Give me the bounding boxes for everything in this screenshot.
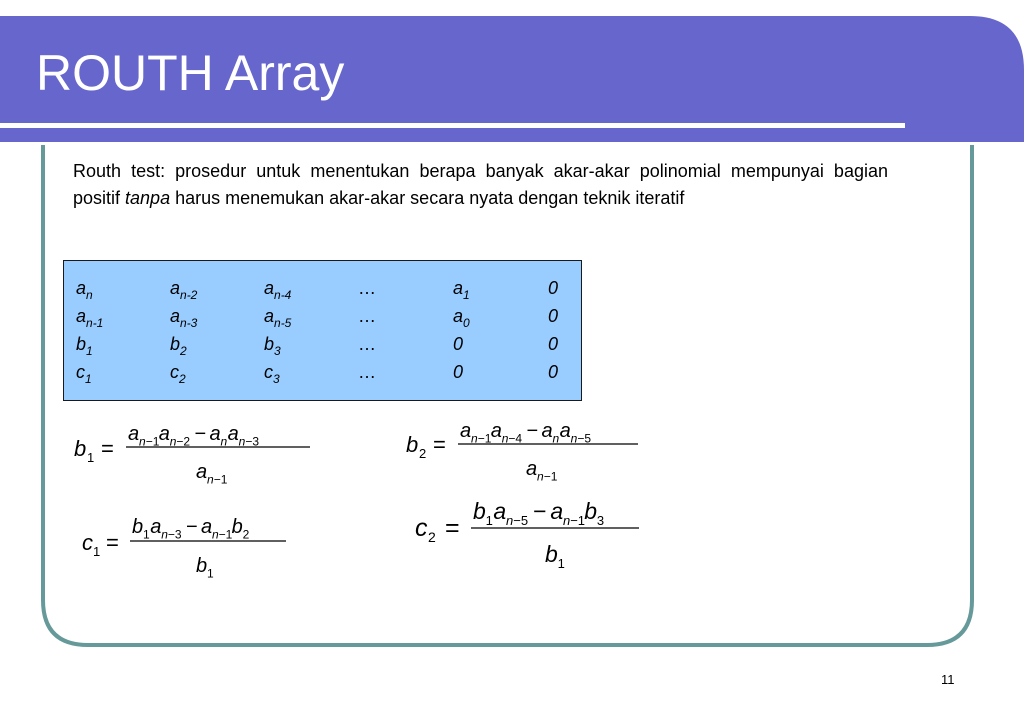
routh-cell-base: 0 [548,334,559,354]
routh-cell-r2-c5 [453,305,470,329]
routh-cell-r3-c4 [358,333,376,355]
routh-cell-subscript: 1 [463,288,470,302]
formula-c1-lhs [82,530,119,559]
routh-cell-r3-c5 [453,333,463,355]
routh-cell-r1-c3 [264,277,291,301]
formula-b1 [60,410,330,490]
variable-a: a [559,420,571,442]
formula-b1-denominator [196,461,228,486]
variable-a: a [493,498,507,524]
variable-a: a [526,458,538,480]
routh-cell-r1-c2 [170,277,197,301]
routh-cell-subscript: n-4 [274,288,292,302]
minus-sign: − [194,423,207,445]
routh-cell-base: 0 [548,306,559,326]
slide-title: ROUTH Array [36,45,345,101]
routh-cell-subscript: 1 [86,344,93,358]
routh-cell-base: b [264,334,275,354]
routh-cell-base: a [170,278,181,298]
page-number: 11 [941,672,955,687]
formula-c1 [70,502,310,582]
routh-cell-base: 0 [453,362,464,382]
subscript: 1 [207,566,214,581]
minus-sign: − [533,498,547,524]
formula-c2-denominator [545,541,565,571]
routh-cell-base: 0 [453,334,464,354]
subscript: n−4 [501,431,523,446]
routh-cell-base: b [76,334,87,354]
formula-c1-equals: = [106,530,119,555]
routh-cell-base: a [76,306,87,326]
subscript: 3 [596,512,605,528]
subscript: n−5 [570,431,592,446]
routh-cell-r4-c5 [453,361,463,383]
formula-b1-lhs-var: b [74,436,87,461]
routh-cell-r1-c6 [548,277,558,299]
formula-b2-lhs [406,432,446,461]
variable-a: a [158,423,170,445]
routh-cell-base: … [358,306,376,326]
routh-cell-base: b [170,334,181,354]
formula-b2-equals: = [433,432,446,457]
formula-b2-denominator [526,458,558,483]
routh-cell-r1-c5 [453,277,470,301]
subscript: n−1 [207,472,228,487]
routh-cell-base: … [358,278,376,298]
formula-c1-lhs-var: c [82,530,93,555]
formula-b2 [392,408,662,488]
routh-cell-base: a [264,306,275,326]
routh-cell-base: a [453,306,464,326]
subscript: n−1 [537,469,558,484]
variable-b: b [473,498,486,524]
routh-cell-base: c [170,362,179,382]
variable-b: b [584,498,598,524]
formula-c1-denominator [196,555,214,580]
variable-b: b [132,516,144,538]
subscript: n [220,434,228,449]
formula-b1-numerator [128,423,259,448]
routh-cell-base: 0 [548,278,559,298]
formula-b2-lhs-sub: 2 [419,446,427,461]
routh-cell-subscript: n-1 [86,316,104,330]
subscript: n−1 [139,434,160,449]
intro-text-1: Routh test: prosedur untuk menentukan berapa banyak akar-akar polinomial mempunyai bagian positif [73,161,888,208]
routh-cell-base: … [358,362,376,382]
variable-a: a [150,516,162,538]
routh-cell-base: c [264,362,273,382]
subscript: n−1 [562,512,586,528]
variable-a: a [200,516,213,538]
routh-cell-r4-c1 [76,361,92,385]
routh-cell-r3-c1 [76,333,93,357]
variable-a: a [227,423,239,445]
subscript: 1 [485,512,493,528]
variable-a: a [490,420,502,442]
variable-b: b [545,541,558,567]
subscript: n [552,431,560,446]
intro-italic-word: tanpa [125,188,171,208]
routh-cell-r2-c3 [264,305,291,329]
formula-b1-equals: = [101,436,114,461]
routh-cell-base: a [453,278,464,298]
minus-sign: − [526,420,539,442]
variable-b: b [196,555,208,577]
formula-c2-lhs [415,514,460,545]
subscript: n−3 [161,527,182,542]
variable-a: a [209,423,221,445]
subscript: n−3 [238,434,260,449]
routh-cell-subscript: n-3 [180,316,198,330]
routh-array-table [63,260,582,401]
title-underline [0,123,905,128]
routh-cell-base: a [264,278,275,298]
routh-cell-subscript: 2 [180,344,187,358]
routh-cell-r2-c6 [548,305,558,327]
subscript: 1 [143,527,150,542]
routh-cell-r2-c2 [170,305,197,329]
variable-a: a [460,420,472,442]
routh-cell-subscript: 2 [179,372,186,386]
variable-a: a [550,498,564,524]
routh-cell-r1-c4 [358,277,376,299]
intro-paragraph [73,158,888,212]
formula-c1-numerator [132,516,250,541]
subscript: n−2 [169,434,191,449]
formula-c1-lhs-sub: 1 [93,544,101,559]
variable-b: b [231,516,243,538]
routh-cell-subscript: 3 [273,372,280,386]
routh-cell-r4-c2 [170,361,186,385]
intro-text-2: harus menemukan akar-akar secara nyata dengan teknik iteratif [170,188,685,208]
routh-cell-r2-c1 [76,305,103,329]
routh-cell-base: 0 [548,362,559,382]
subscript: n−5 [506,512,529,528]
routh-cell-r1-c1 [76,277,93,301]
routh-cell-base: a [76,278,87,298]
formula-c2-lhs-sub: 2 [428,529,436,545]
formula-c2-numerator [473,498,604,528]
routh-cell-r3-c3 [264,333,281,357]
routh-cell-r2-c4 [358,305,376,327]
routh-cell-subscript: 3 [274,344,281,358]
routh-cell-subscript: n-2 [180,288,198,302]
routh-cell-base: a [170,306,181,326]
formula-b1-lhs-sub: 1 [87,450,95,465]
routh-cell-subscript: n-5 [274,316,292,330]
routh-cell-r3-c6 [548,333,558,355]
routh-cell-base: … [358,334,376,354]
formula-c2 [405,488,665,578]
formula-c2-lhs-var: c [415,514,428,542]
variable-a: a [541,420,553,442]
formula-b2-numerator [460,420,591,445]
formula-c2-equals: = [445,514,460,542]
formula-b2-lhs-var: b [406,432,419,457]
subscript: 2 [242,527,250,542]
routh-cell-r4-c4 [358,361,376,383]
variable-a: a [196,461,208,483]
routh-cell-r3-c2 [170,333,187,357]
routh-cell-subscript: 1 [85,372,92,386]
routh-cell-r4-c3 [264,361,280,385]
subscript: 1 [557,555,565,571]
subscript: n−1 [471,431,492,446]
routh-cell-subscript: 0 [463,316,470,330]
subscript: n−1 [211,527,233,542]
variable-a: a [128,423,140,445]
minus-sign: − [185,516,198,538]
routh-cell-subscript: n [86,288,93,302]
routh-cell-r4-c6 [548,361,558,383]
routh-cell-base: c [76,362,85,382]
formula-b1-lhs [74,436,114,465]
